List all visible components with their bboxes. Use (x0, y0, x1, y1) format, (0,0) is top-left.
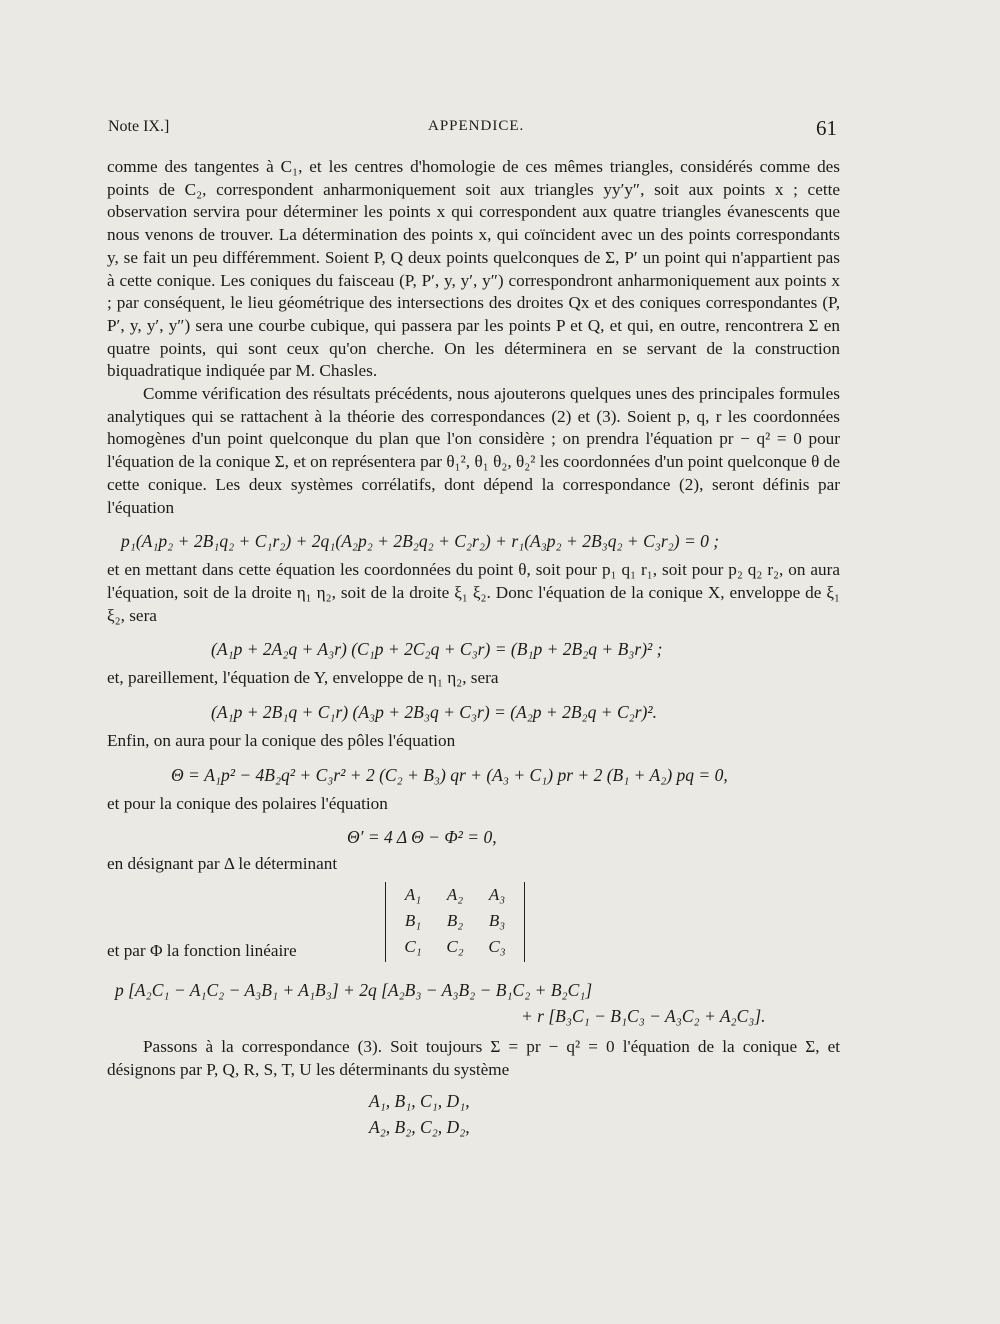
det-cell: B₂ (446, 911, 464, 931)
det-cell: A₃ (488, 885, 506, 905)
paragraph-1: comme des tangentes à C₁, et les centres d'homologie de ces mêmes triangles, considérés comme des points de C₂, correspondent anharmoniquement soit aux triangles yy′y″, soit aux points x ; cette observation servira pour déterminer les points x qui correspondent aux quatre triangles évanescents que nous venons de trouver. La détermination des points x, qui coïncident avec un des points correspondants y, se fait un peu différemment. Soient P, Q deux points quelconques de Σ, P′ un point qui n'appartient pas à cette conique. Les coniques du faisceau (P, P′, y, y′, y″) correspondront anharmoniquement aux points x ; par conséquent, le lieu géométrique des intersections des droites Qx et des coniques correspondantes (P, P′, y, y′, y″) sera une courbe cubique, qui passera par les points P et Q, et qui, en outre, rencontrera Σ en quatre points, qui sont ceux qu'on cherche. On les déterminera en se servant de la construction biquadratique indiquée par M. Chasles. (107, 157, 840, 381)
det-cell: C₂ (446, 937, 464, 957)
running-header (0, 112, 1000, 146)
paragraph-4: et, pareillement, l'équation de Y, enveloppe de η₁ η₂, sera (107, 668, 499, 688)
matrix-row-2: A₂, B₂, C₂, D₂, (369, 1116, 470, 1137)
equation-5: Θ′ = 4 Δ Θ − Φ² = 0, (347, 827, 497, 848)
equation-3: (A₁p + 2B₁q + C₁r) (A₃p + 2B₃q + C₃r) = (A₂p + 2B₂q + C₂r)². (211, 702, 657, 723)
determinant (385, 882, 525, 962)
det-cell: A₂ (446, 885, 464, 905)
det-cell: B₁ (404, 911, 422, 931)
paragraph-6: et pour la conique des polaires l'équation (107, 793, 388, 813)
det-cell: B₃ (488, 911, 506, 931)
equation-2: (A₁p + 2A₂q + A₃r) (C₁p + 2C₂q + C₃r) = (B₁p + 2B₂q + B₃r)² ; (211, 639, 663, 660)
paragraph-8: et par Φ la fonction linéaire (107, 941, 297, 961)
header-title: APPENDICE. (428, 118, 525, 134)
determinant-row (386, 934, 524, 960)
equation-6-line-1: p [A₂C₁ − A₁C₂ − A₃B₁ + A₁B₃] + 2q [A₂B₃ − A₃B₂ − B₁C₂ + B₂C₁] (115, 980, 593, 1001)
paragraph-9: Passons à la correspondance (3). Soit toujours Σ = pr − q² = 0 l'équation de la conique Σ, et désignons par P, Q, R, S, T, U les déterminants du système (107, 1037, 840, 1079)
equation-4: Θ = A₁p² − 4B₂q² + C₃r² + 2 (C₂ + B₃) qr + (A₃ + C₁) pr + 2 (B₁ + A₂) pq = 0, (171, 764, 728, 785)
det-cell: C₃ (488, 937, 506, 957)
matrix-block (107, 1088, 840, 1144)
determinant-row (386, 882, 524, 908)
page-number: 61 (816, 116, 837, 140)
paragraph-3: et en mettant dans cette équation les coordonnées du point θ, soit pour p₁ q₁ r₁, soit pour p₂ q₂ r₂, on aura l'équation, soit de la droite η₁ η₂, soit de la droite ξ₁ ξ₂. Donc l'équation de la conique X, enveloppe de ξ₁ ξ₂, sera (107, 560, 840, 625)
determinant-block (107, 882, 840, 966)
paragraph-2: Comme vérification des résultats précédents, nous ajouterons quelques unes des principales formules analytiques qui se rattachent à la théorie des correspondances (2) et (3). Soient p, q, r les coordonnées homogènes d'un point quelconque du plan que l'on considère ; on prendra l'équation pr − q² = 0 pour l'équation de la conique Σ, et on représentera par θ₁², θ₁ θ₂, θ₂² les coordonnées d'un point quelconque θ de cette conique. Les deux systèmes corrélatifs, dont dépend la correspondance (2), seront définis par l'équation (107, 384, 840, 517)
det-cell: C₁ (404, 937, 422, 957)
equation-6-line-2: + r [B₃C₁ − B₁C₃ − A₃C₂ + A₂C₃]. (521, 1006, 766, 1027)
determinant-row (386, 908, 524, 934)
paragraph-7: en désignant par Δ le déterminant (107, 854, 338, 874)
paragraph-5: Enfin, on aura pour la conique des pôles l'équation (107, 731, 456, 751)
equation-1: p₁(A₁p₂ + 2B₁q₂ + C₁r₂) + 2q₁(A₂p₂ + 2B₂q₂ + C₂r₂) + r₁(A₃p₂ + 2B₃q₂ + C₃r₂) = 0 ; (121, 531, 720, 552)
page-body (107, 156, 840, 1144)
header-note: Note IX.] (108, 118, 170, 135)
matrix-row-1: A₁, B₁, C₁, D₁, (369, 1090, 470, 1111)
det-cell: A₁ (404, 885, 422, 905)
